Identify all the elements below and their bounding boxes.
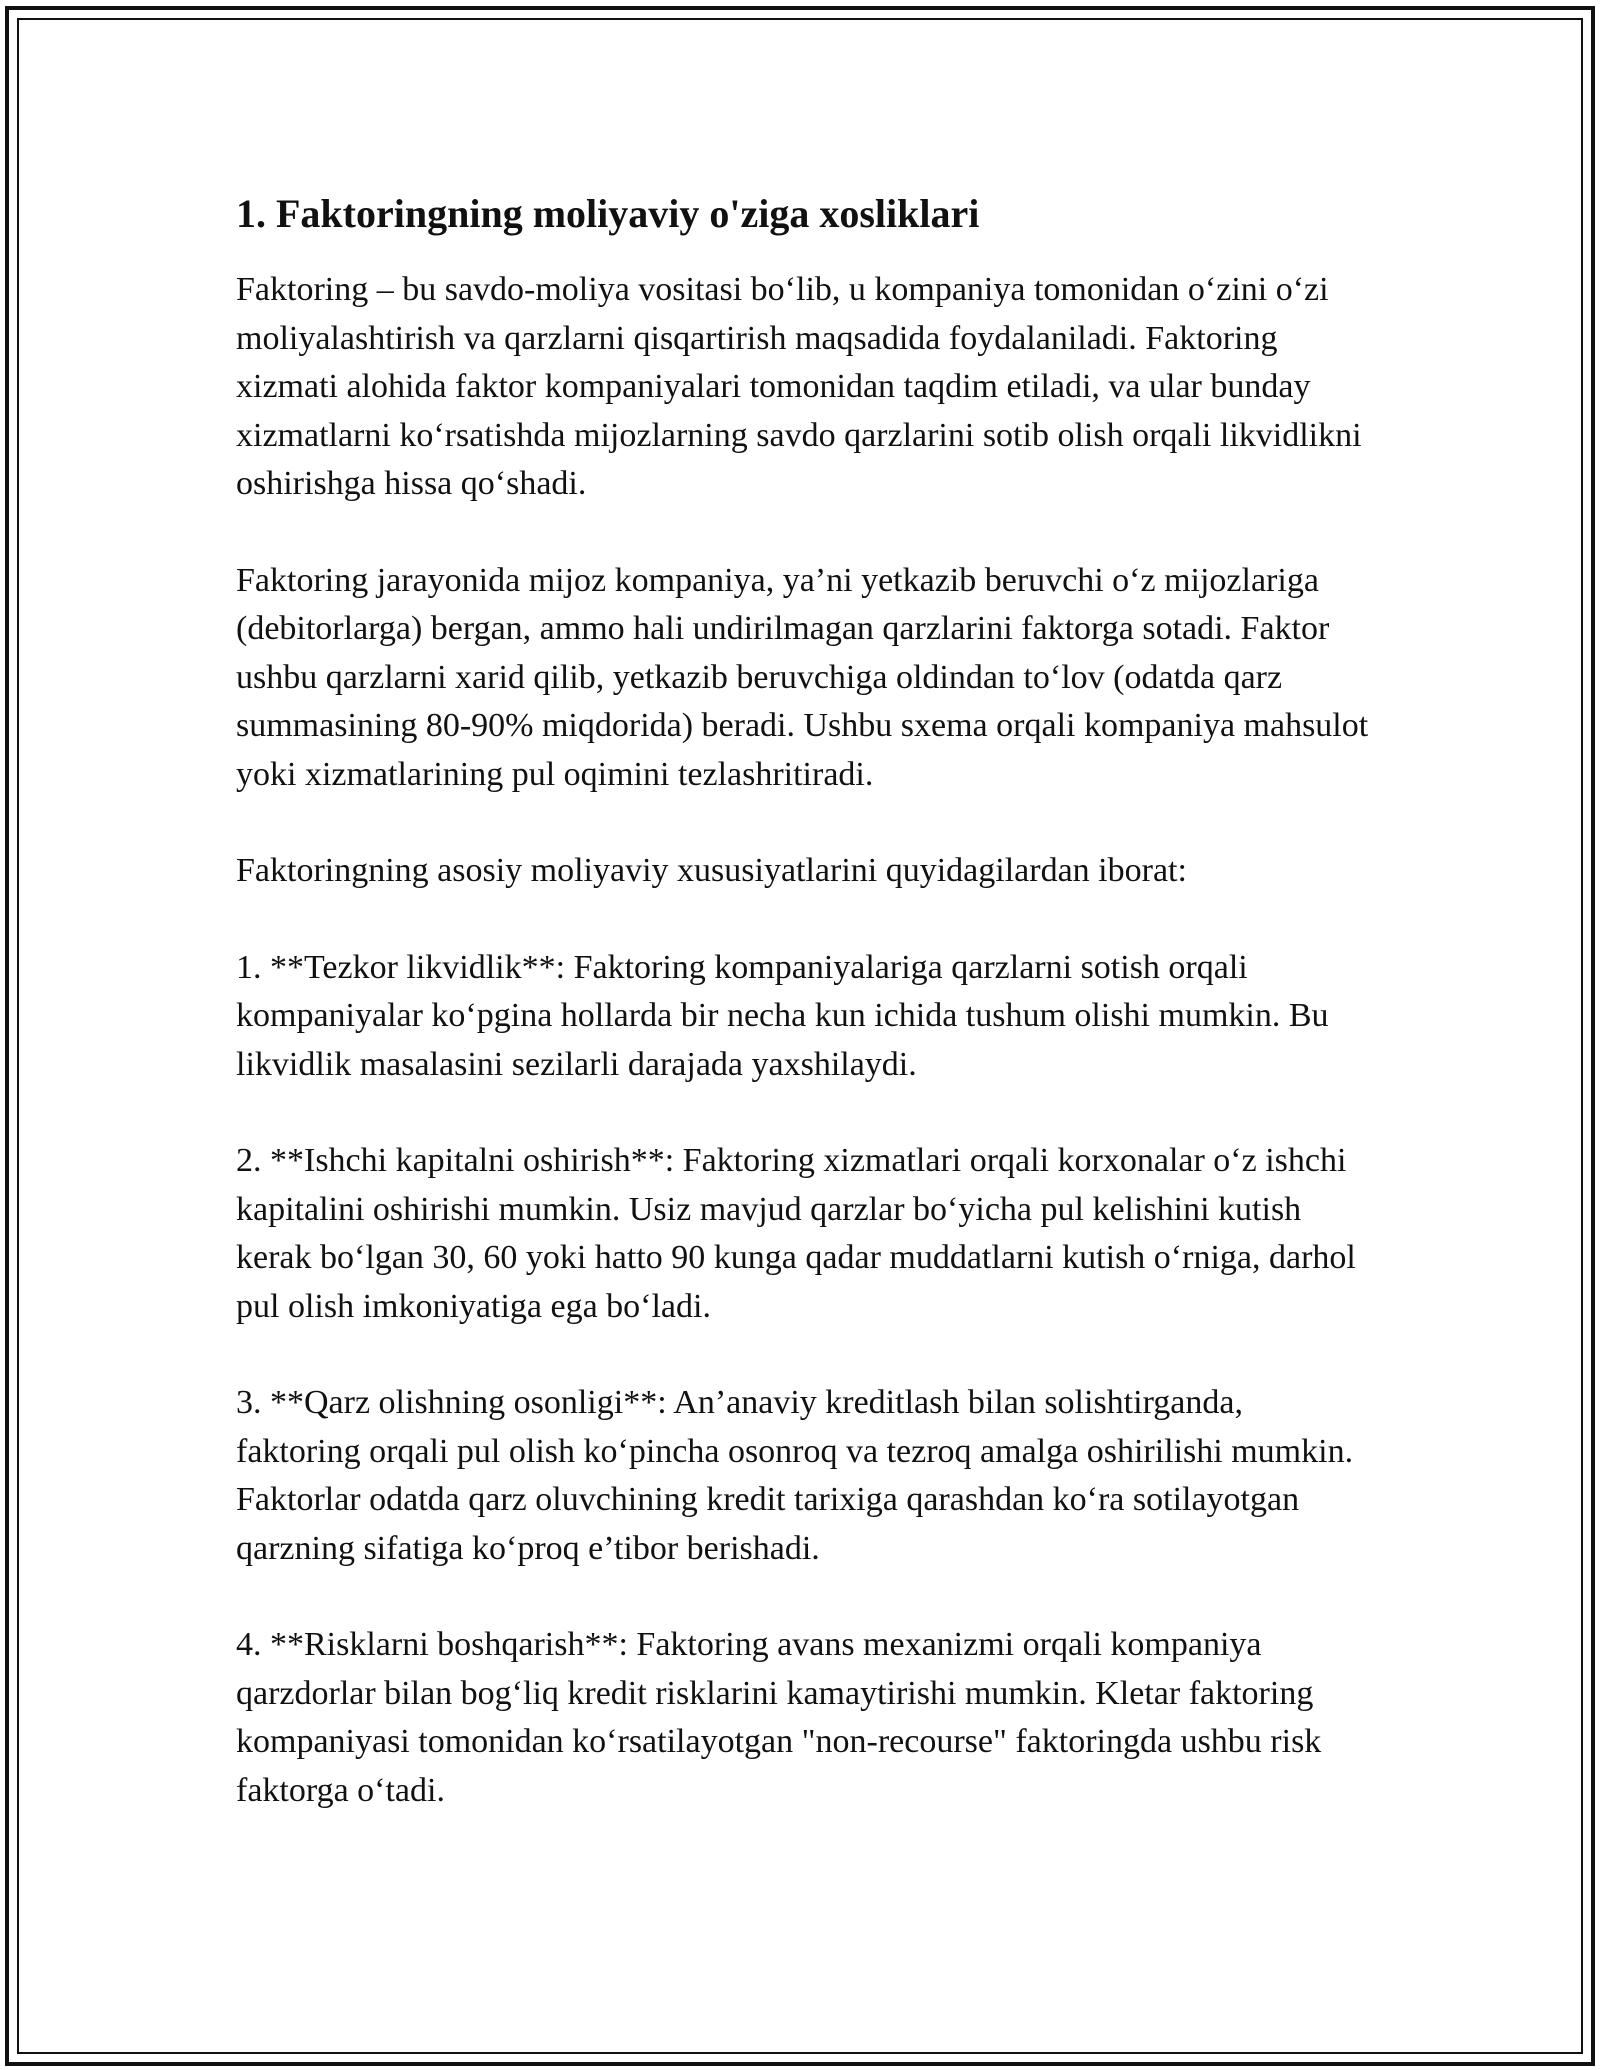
paragraph-intro: Faktoring – bu savdo-moliya vositasi bo‘lib, u kompaniya tomonidan o‘zini o‘zi moliyalashtirish va qarzlarni qisqartirish maqsadida foydalaniladi. Faktoring xizmati alohida faktor kompaniyalari tomonidan taqdim etiladi, va ular bunday xizmatlarni ko‘rsatishda mijozlarning savdo qarzlarini sotib olish orqali likvidlikni oshirishga hissa qo‘shadi. [236, 271, 1362, 502]
list-item-fast-liquidity: 1. **Tezkor likvidlik**: Faktoring kompaniyalariga qarzlarni sotish orqali kompaniyalar ko‘pgina hollarda bir necha kun ichida tushum olishi mumkin. Bu likvidlik masalasini sezilarli darajada yaxshilaydi. [236, 948, 1329, 1083]
document-body [236, 188, 1376, 1815]
list-item-ease-of-borrowing: 3. **Qarz olishning osonligi**: An’anaviy kreditlash bilan solishtirganda, faktoring orqali pul olish ko‘pincha osonroq va tezroq amalga oshirilishi mumkin. Faktorlar odatda qarz oluvchining kredit tarixiga qarashdan ko‘ra sotilayotgan qarzning sifatiga ko‘proq e’tibor berishadi. [236, 1384, 1354, 1567]
list-item-working-capital: 2. **Ishchi kapitalni oshirish**: Faktoring xizmatlari orqali korxonalar o‘z ishchi kapitalini oshirishi mumkin. Usiz mavjud qarzlar bo‘yicha pul kelishini kutish kerak bo‘lgan 30, 60 yoki hatto 90 kunga qadar muddatlarni kutish o‘rniga, darhol pul olish imkoniyatiga ega bo‘ladi. [236, 1142, 1356, 1325]
paragraph-features-lead: Faktoringning asosiy moliyaviy xususiyatlarini quyidagilardan iborat: [236, 852, 1187, 889]
list-item-risk-management: 4. **Risklarni boshqarish**: Faktoring avans mexanizmi orqali kompaniya qarzdorlar bilan bog‘liq kredit risklarini kamaytirishi mumkin. Kletar faktoring kompaniyasi tomonidan ko‘rsatilayotgan "non-recourse" faktoringda ushbu risk faktorga o‘tadi. [236, 1626, 1322, 1809]
document-title: 1. Faktoringning moliyaviy o'ziga xosliklari [236, 191, 980, 236]
paragraph-process: Faktoring jarayonida mijoz kompaniya, ya’ni yetkazib beruvchi o‘z mijozlariga (debitorlarga) bergan, ammo hali undirilmagan qarzlarini faktorga sotadi. Faktor ushbu qarzlarni xarid qilib, yetkazib beruvchiga oldindan to‘lov (odatda qarz summasining 80-90% miqdorida) beradi. Ushbu sxema orqali kompaniya mahsulot yoki xizmatlarining pul oqimini tezlashritiradi. [236, 561, 1369, 793]
